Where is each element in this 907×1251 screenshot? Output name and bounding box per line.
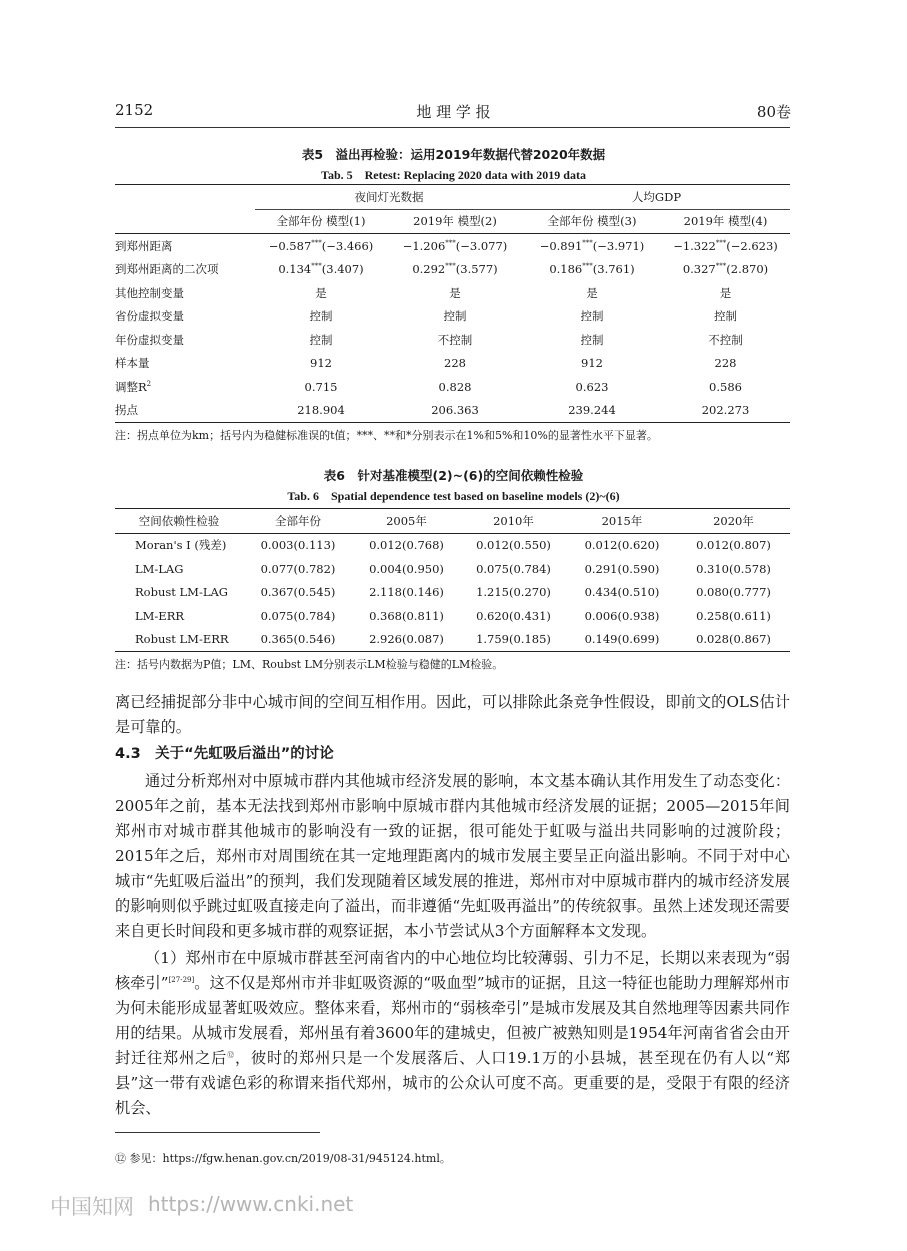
table5-row-label: 到郑州距离的二次项 [115,262,219,277]
footnote-rule [115,1132,320,1133]
table6-row-label: Moran's I (残差) [135,538,227,553]
table5-cell: 控制 [580,309,604,324]
table6-cell: 1.759(0.185) [476,632,551,647]
table5-row-label: 到郑州距离 [115,238,173,253]
table6-cell: 0.365(0.546) [260,632,336,647]
citation-ref: [27-29] [168,975,195,984]
table5-row [115,281,790,305]
table5-cell: 0.586 [709,379,742,394]
lead-paragraph: 离已经捕捉部分非中心城市间的空间互相作用。因此，可以排除此条竞争性假设，即前文的OLS估计是可靠的。 [115,693,790,736]
table6-row [115,628,790,652]
footnote: ⑫ 参见：https://fgw.henan.gov.cn/2019/08-31/945124.html。 [115,1152,451,1165]
body-paragraph-2-part-b: 。这不仅是郑州市并非虹吸资源的“吸血型”城市的证据，且这一特征也能助力理解郑州市为何未能形成显著虹吸效应。整体来看，郑州市的“弱核牵引”是城市发展及其自然地理等因素共同作用的结果。从城市发展看，郑州虽有着3600年的建城史，但被广被熟知则是1954年河南省省会由开封迁往郑州之后 [115,974,790,1067]
table5-cell: 912 [581,356,603,371]
table5-cell: 控制 [580,332,604,347]
table5-row-label: 拐点 [115,403,138,418]
table6-cell: 0.028(0.867) [696,632,771,647]
body-paragraph-2-part-c: ，彼时的郑州只是一个发展落后、人口19.1万的小县城，甚至现在仍有人以“郑县”这一带有戏谑色彩的称谓来指代郑州，城市的公众认可度不高。更重要的是，受限于有限的经济机会、 [115,1049,791,1117]
page-number: 2152 [115,101,154,119]
table6-cell: 0.080(0.777) [696,585,771,600]
table5-cell: −0.891***(−3.971) [539,238,645,253]
table6-cell: 0.075(0.784) [260,608,336,623]
table5-cell: 不控制 [437,332,473,347]
table5-row-label: 样本量 [115,356,150,371]
table5-row [115,375,790,399]
table6-header: 空间依赖性检验 [138,513,220,528]
table5-row [115,305,790,329]
table6-cell: 0.004(0.950) [369,561,444,576]
table6-cell: 0.434(0.510) [584,585,660,600]
table6-cell: 1.215(0.270) [476,585,551,600]
table5-row [115,399,790,423]
table6-cell: 0.012(0.620) [584,538,660,553]
table6-cell: 0.291(0.590) [584,561,660,576]
table5-cell: 0.327***(2.870) [682,262,769,277]
table6-cell: 0.077(0.782) [260,561,336,576]
table6-row-label: Robust LM-ERR [135,632,229,647]
table5-row [115,328,790,352]
table5-row-label: 省份虚拟变量 [115,309,184,324]
table5-row-label: 年份虚拟变量 [115,332,184,347]
table5-caption-en: Tab. 5 Retest: Replacing 2020 data with 2019 data [321,168,586,182]
table5-note: 注：拐点单位为km；括号内为稳健标准误的t值；***、**和*分别表示在1%和5%和10%的显著性水平下显著。 [115,429,658,442]
cnki-logo-text: 中国知网 [50,1195,134,1219]
table5 [115,184,790,423]
table5-cell: −1.322***(−2.623) [673,238,778,253]
table5-row-label: 调整$R^2$ [115,379,152,394]
table6 [115,508,790,652]
table6-row [115,581,790,605]
table6-row [115,533,790,557]
table5-model-header: 全部年份 模型(3) [547,214,637,229]
footnote-ref: ⑫ [227,1050,235,1059]
table6-cell: 0.006(0.938) [584,608,660,623]
table6-header: 2005年 [386,513,427,528]
table5-cell: 228 [714,356,737,371]
header-rule [115,127,790,128]
table5-cell: 206.363 [431,403,479,418]
table5-row [115,258,790,282]
table6-header: 2015年 [601,513,643,528]
table6-row [115,604,790,628]
table6-header: 全部年份 [275,513,321,528]
table5-model-header: 2019年 模型(4) [683,214,768,229]
body-paragraph-2 [115,946,790,1121]
table5-cell: 228 [444,356,466,371]
table5-group-night-light: 夜间灯光数据 [255,185,523,210]
journal-title: 地 理 学 报 [416,103,491,121]
table6-cell: 0.012(0.550) [476,538,551,553]
table6-cell: 0.258(0.611) [696,608,771,623]
table5-cell: 是 [586,285,598,300]
body-paragraph-2-part-a: （1）郑州市在中原城市群甚至河南省内的中心地位均比较薄弱、引力不足，长期以来表现为“弱核牵引” [115,949,790,992]
table6-row-label: Robust LM-LAG [135,585,228,600]
table6-row [115,557,790,581]
table5-row [115,234,790,258]
table6-cell: 0.012(0.807) [696,538,771,553]
table5-model-header: 全部年份 模型(1) [276,214,366,229]
table5-cell: 912 [310,356,332,371]
table5-cell: 218.904 [297,403,345,418]
table6-caption-en: Tab. 6 Spatial dependence test based on baseline models (2)~(6) [287,489,620,503]
table5-cell: 0.623 [575,379,609,394]
table6-header: 2010年 [493,513,534,528]
table5-cell: −1.206***(−3.077) [402,238,508,253]
table5-cell: 0.134***(3.407) [278,262,364,277]
table6-row-label: LM-ERR [135,608,185,623]
table6-cell: 0.367(0.545) [260,585,336,600]
table5-cell: 0.186***(3.761) [549,262,635,277]
table5-cell: 239.244 [568,403,616,418]
volume-label: 80卷 [756,103,791,121]
table6-row-label: LM-LAG [135,561,184,576]
table5-row [115,352,790,376]
table6-cell: 0.310(0.578) [696,561,771,576]
table5-cell: 是 [315,285,327,300]
table5-model-header: 2019年 模型(2) [413,214,497,229]
table5-group-gdp: 人均GDP [523,185,790,210]
table5-cell: 0.292***(3.577) [412,262,498,277]
table5-cell: 0.715 [304,379,338,394]
table6-cell: 2.926(0.087) [369,632,444,647]
table6-cell: 2.118(0.146) [369,585,444,600]
table5-row-label: 其他控制变量 [115,285,184,300]
table5-cell: 202.273 [701,403,750,418]
table5-cell: 是 [449,285,461,300]
table6-note: 注：括号内数据为P值；LM、Roubst LM分别表示LM检验与稳健的LM检验。 [115,658,504,671]
cnki-url: https://www.cnki.net [148,1192,354,1216]
body-paragraph: 通过分析郑州对中原城市群内其他城市经济发展的影响，本文基本确认其作用发生了动态变化：2005年之前，基本无法找到郑州市影响中原城市群内其他城市经济发展的证据；2005—2015年间郑州市对城市群其他城市的影响没有一致的证据，很可能处于虹吸与溢出共同影响的过渡阶段；2015年之后，郑州市对周围统在其一定地理距离内的城市发展主要呈正向溢出影响。不同于对中心城市“先虹吸后溢出”的预判，我们发现随着区域发展的推进，郑州市对中原城市群内的城市经济发展的影响则似乎跳过虹吸直接走向了溢出，而非遵循“先虹吸再溢出”的传统叙事。虽然上述发现还需要来自更长时间段和更多城市群的观察证据，本小节尝试从3个方面解释本文发现。 [115,772,790,940]
table5-cell: −0.587***(−3.466) [268,238,374,253]
table6-cell: 0.620(0.431) [476,608,551,623]
table6-cell: 0.075(0.784) [476,561,551,576]
table6-cell: 0.368(0.811) [369,608,444,623]
table5-cell: 0.828 [438,379,472,394]
table6-cell: 0.003(0.113) [260,538,336,553]
table6-cell: 0.012(0.768) [369,538,444,553]
table5-cell: 控制 [309,309,333,324]
table5-cell: 不控制 [708,332,743,347]
table5-caption-zh: 表5 溢出再检验：运用2019年数据代替2020年数据 [301,147,606,162]
table6-cell: 0.149(0.699) [584,632,660,647]
table6-caption-zh: 表6 针对基准模型(2)~(6)的空间依赖性检验 [323,468,584,483]
table5-cell: 控制 [309,332,333,347]
section-title: 4.3 关于“先虹吸后溢出”的讨论 [115,746,334,762]
table6-header: 2020年 [713,513,754,528]
table5-cell: 控制 [443,309,467,324]
table5-cell: 是 [719,285,732,300]
table5-cell: 控制 [714,309,737,324]
